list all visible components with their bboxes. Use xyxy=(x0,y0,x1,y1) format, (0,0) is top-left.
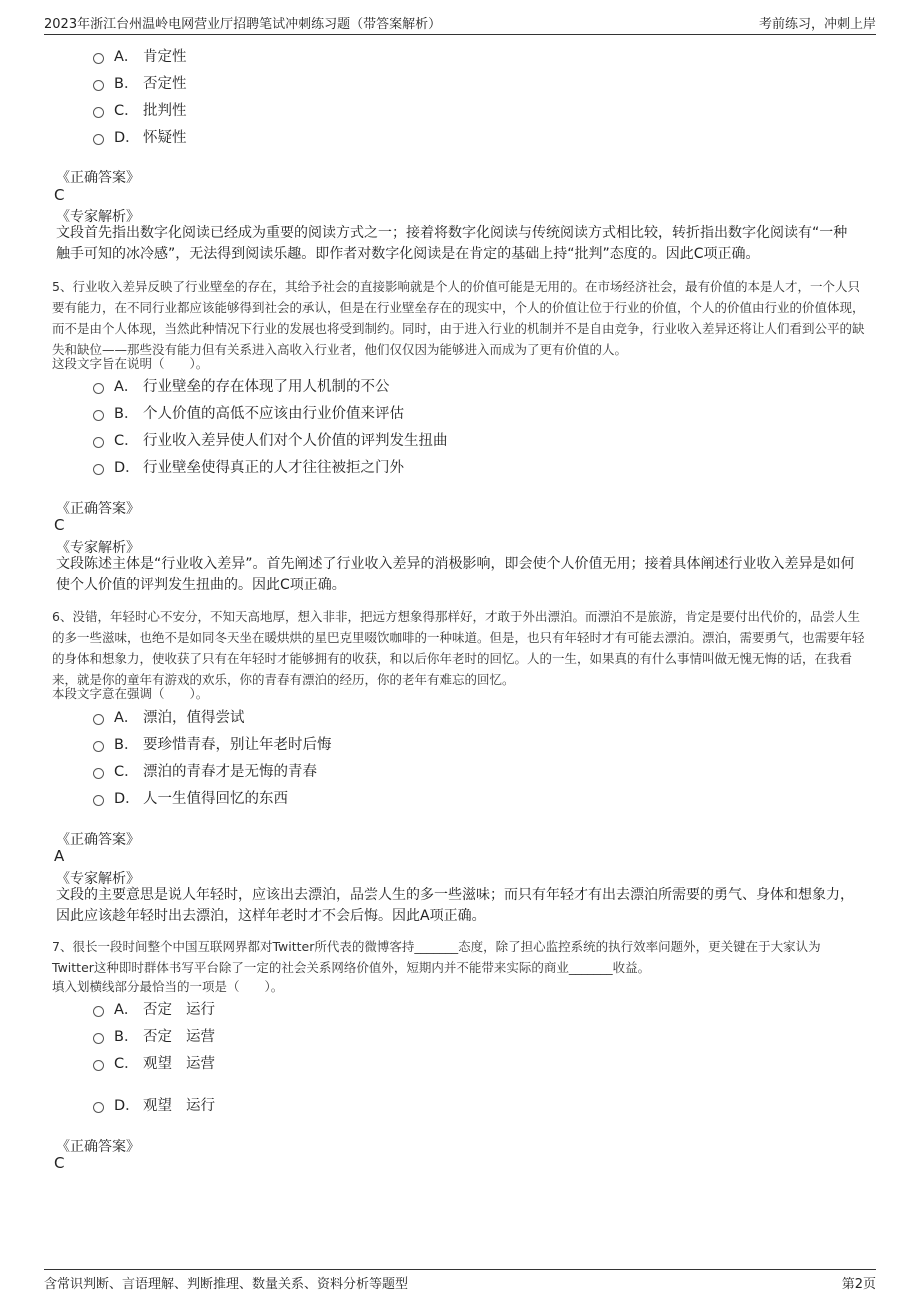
radio-icon[interactable] xyxy=(93,383,104,394)
answer-value: C xyxy=(54,186,65,204)
radio-icon[interactable] xyxy=(93,134,104,145)
radio-icon[interactable] xyxy=(93,1102,104,1113)
analysis-label: 《专家解析》 xyxy=(56,871,140,887)
radio-icon[interactable] xyxy=(93,107,104,118)
q4-option-a[interactable]: A． 肯定性 xyxy=(93,45,187,66)
page-footer xyxy=(44,1269,876,1292)
q4-option-b[interactable]: B． 否定性 xyxy=(93,72,187,93)
radio-icon[interactable] xyxy=(93,1033,104,1044)
radio-icon[interactable] xyxy=(93,1060,104,1071)
radio-icon[interactable] xyxy=(93,795,104,806)
q7-prompt: 填入划横线部分最恰当的一项是（ ）。 xyxy=(52,979,284,994)
answer-label: 《正确答案》 xyxy=(56,1139,140,1155)
analysis-text: 文段首先指出数字化阅读已经成为重要的阅读方式之一；接着将数字化阅读与传统阅读方式相比较，转折指出数字化阅读有“一种触手可知的冰冷感”，无法得到阅读乐趣。即作者对数字化阅读是在肯定的基础上持“批判”态度的。因此C项正确。 xyxy=(56,225,848,262)
q7-option-d[interactable]: D． 观望 运行 xyxy=(93,1094,215,1115)
radio-icon[interactable] xyxy=(93,741,104,752)
answer-label: 《正确答案》 xyxy=(56,170,140,186)
header-slogan: 考前练习，冲刺上岸 xyxy=(758,16,876,32)
radio-icon[interactable] xyxy=(93,80,104,91)
radio-icon[interactable] xyxy=(93,464,104,475)
document-title: 2023年浙江台州温岭电网营业厅招聘笔试冲刺练习题（带答案解析） xyxy=(44,16,442,32)
radio-icon[interactable] xyxy=(93,53,104,64)
analysis-text: 文段的主要意思是说人年轻时，应该出去漂泊，品尝人生的多一些滋味；而只有年轻才有出去漂泊所需要的勇气、身体和想象力，因此应该趁年轻时出去漂泊，这样年老时才不会后悔。因此A项正确。 xyxy=(56,887,854,924)
answer-value: C xyxy=(54,1154,65,1172)
page-header xyxy=(44,12,876,35)
q6-option-a[interactable]: A． 漂泊，值得尝试 xyxy=(93,706,245,727)
radio-icon[interactable] xyxy=(93,768,104,779)
answer-value: A xyxy=(54,847,65,865)
q6-option-b[interactable]: B． 要珍惜青春，别让年老时后悔 xyxy=(93,733,332,754)
answer-label: 《正确答案》 xyxy=(56,501,140,517)
q5-prompt: 这段文字旨在说明（ ）。 xyxy=(52,356,209,371)
q7-option-b[interactable]: B． 否定 运营 xyxy=(93,1025,215,1046)
q4-option-c[interactable]: C． 批判性 xyxy=(93,99,187,120)
radio-icon[interactable] xyxy=(93,410,104,421)
q6-prompt: 本段文字意在强调（ ）。 xyxy=(52,686,209,701)
q5-option-a[interactable]: A． 行业壁垒的存在体现了用人机制的不公 xyxy=(93,375,390,396)
q5-stem: 5、行业收入差异反映了行业壁垒的存在，其给予社会的直接影响就是个人的价值可能是无用的。在市场经济社会，最有价值的本是人才，一个人只要有能力，在不同行业都应该能够得到社会的承认，但是在行业壁垒存在的现实中，个人的价值让位于行业的价值，个人的价值由行业的价值体现，而不是由个人体现，当然此种情况下行业的发展也将受到制约。同时，由于进入行业的机制并不是自由竞争，行业收入差异还将让人们看到公平的缺失和缺位——那些没有能力但有关系进入高收入行业者，他们仅仅因为能够进入而成为了更有价值的人。 xyxy=(52,279,865,357)
q6-option-d[interactable]: D． 人一生值得回忆的东西 xyxy=(93,787,288,808)
answer-value: C xyxy=(54,516,65,534)
q5-option-c[interactable]: C． 行业收入差异使人们对个人价值的评判发生扭曲 xyxy=(93,429,448,450)
q6-stem: 6、没错，年轻时心不安分，不知天高地厚，想入非非，把远方想象得那样好，才敢于外出漂泊。而漂泊不是旅游，肯定是要付出代价的，品尝人生的多一些滋味，也绝不是如同冬天坐在暖烘烘的星巴克里啜饮咖啡的一种味道。但是，也只有年轻时才有可能去漂泊。漂泊，需要勇气，也需要年轻的身体和想象力，使收获了只有在年轻时才能够拥有的收获，和以后你年老时的回忆。人的一生，如果真的有什么事情叫做无愧无悔的话，在我看来，就是你的童年有游戏的欢乐，你的青春有漂泊的经历，你的老年有难忘的回忆。 xyxy=(52,609,865,687)
q4-option-d[interactable]: D． 怀疑性 xyxy=(93,126,187,147)
radio-icon[interactable] xyxy=(93,1006,104,1017)
page-number: 第2页 xyxy=(841,1276,876,1292)
q7-option-a[interactable]: A． 否定 运行 xyxy=(93,998,215,1019)
analysis-label: 《专家解析》 xyxy=(56,540,140,556)
q6-option-c[interactable]: C． 漂泊的青春才是无悔的青春 xyxy=(93,760,317,781)
footer-note: 含常识判断、言语理解、判断推理、数量关系、资料分析等题型 xyxy=(44,1276,409,1292)
radio-icon[interactable] xyxy=(93,714,104,725)
q7-stem-line2: Twitter这种即时群体书写平台除了一定的社会关系网络价值外，短期内并不能带来实际的商业_______收益。 xyxy=(52,960,651,975)
q7-stem-line1: 7、很长一段时间整个中国互联网界都对Twitter所代表的微博客持_______态度，除了担心监控系统的执行效率问题外，更关键在于大家认为 xyxy=(52,939,821,954)
answer-label: 《正确答案》 xyxy=(56,832,140,848)
analysis-text: 文段陈述主体是“行业收入差异”。首先阐述了行业收入差异的消极影响，即会使个人价值无用；接着具体阐述行业收入差异是如何使个人价值的评判发生扭曲的。因此C项正确。 xyxy=(56,556,855,593)
q5-option-d[interactable]: D． 行业壁垒使得真正的人才往往被拒之门外 xyxy=(93,456,404,477)
q5-option-b[interactable]: B． 个人价值的高低不应该由行业价值来评估 xyxy=(93,402,404,423)
q7-option-c[interactable]: C． 观望 运营 xyxy=(93,1052,215,1073)
analysis-label: 《专家解析》 xyxy=(56,209,140,225)
radio-icon[interactable] xyxy=(93,437,104,448)
